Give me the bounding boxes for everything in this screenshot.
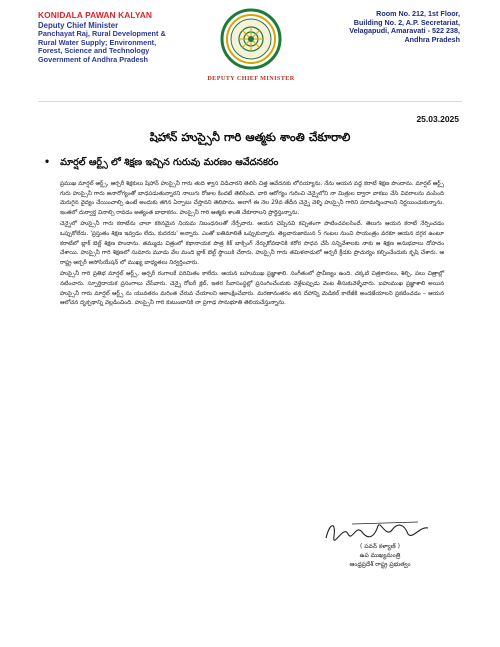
press-release-subtitle bbox=[44, 157, 278, 170]
letterhead-address bbox=[310, 10, 460, 44]
signatory-state: ఆంధ్రప్రదేశ్ రాష్ట్ర ప్రభుత్వం bbox=[349, 560, 411, 568]
bullet-icon: • bbox=[44, 157, 51, 168]
press-release-title: షిహాన్ హుస్సైనీ గారి ఆత్మకు శాంతి చేకూరాలి bbox=[149, 130, 351, 144]
emblem-block bbox=[207, 8, 295, 82]
address-line: Velagapudi, Amaravati - 522 238, bbox=[349, 26, 460, 36]
portfolio-line: Rural Water Supply; Environment, bbox=[38, 37, 157, 47]
address-line: Andhra Pradesh bbox=[404, 34, 460, 44]
body-paragraph: చెన్నైలో హుస్సైనీ గారు కరాటేను చాలా కఠినమైన నియమ నిబంధనలతో నేర్పేవారు. ఆయన చెప్పినవి కచ్చితంగా పాటించవలసిందే. తెలుగు ఆయన కరాటే నేర్పించడం ఒప్పుకోలేదు. 'ప్రస్తుతం శిక్షణ ఇవ్వడం లేదు, కుదరదు' అన్నారు. ఎంతో బతిమాలితే ఒప్పుకున్నారు. తెల్లవారుజామున 5 గంటల నుంచి సాయంత్రం వరకూ ఆయన దగ్గర ఉంటూ కరాటేలో బ్లాక్ బెల్ట్ శిక్షణ పొందాను. తమ్ముడు చిత్రంలో కథానాయక పాత్ర కిక్ బాక్సింగ్ నేర్చుకోవడానికి కఠోర సాధన చేసే సన్నివేశాలకు నాకు ఆ శిక్షణ అనుభవాలు దోహదం చేశాయి. హుస్సైనీ గారి శిక్షణలో సుమారు మూడు వేల మంది బ్లాక్ బెల్ట్ స్థాయికి చేరారు. హుస్సైనీ గారు తమిళనాడులో ఆర్చరీ క్రీడకు ప్రాచుర్యం కల్పించేందుకు కృషి చేశారు. ఆ రాష్ట్ర ఆర్చరీ అసోసియేషన్ లో ముఖ్య బాధ్యతలు నిర్వర్తించారు. bbox=[60, 221, 444, 266]
designation: Deputy Chief Minister bbox=[38, 21, 119, 30]
signatory-title: ఉప ముఖ్యమంత్రి bbox=[359, 551, 401, 559]
address-line: Room No. 212, 1st Floor, bbox=[376, 9, 460, 18]
header-divider bbox=[38, 101, 462, 102]
emblem-caption: DEPUTY CHIEF MINISTER bbox=[207, 75, 295, 82]
letter-date: 25.03.2025 bbox=[416, 114, 459, 124]
body-paragraph: ప్రముఖ మార్షల్ ఆర్ట్స్, ఆర్చరీ శిక్షకులు షిహాన్ హుస్సైనీ గారు తుది శ్వాస విడిచారని తెలిసి చిత్త ఆవేదనకు లోనయ్యాను. నేను ఆయన వద్ద కరాటే శిక్షణ పొందాను. మార్షల్ ఆర్ట్స్ గురు హుస్సైనీ గారు అనారోగ్యంతో బాధపడుతున్నారని నాలుగు రోజుల కిందటే తెలిసింది. వారి ఆరోగ్యం గురించి చెన్నైలోని నా మిత్రుల ద్వారా వాకబు చేసి వివరాలను వంపింది మెరుగైన వైద్యం చేయించాల్సి ఉంటే అందుకు తగిన ఏర్పాటు చేస్తానని తెలిపాను. అలాగే ఈ నెల 29వ తేదీన చెన్నై వెళ్ళి హుస్సైనీ గారిని పరామర్శించాలని నిర్ణయించుకున్నాను. ఇంతలో దుర్వార్త వినాల్సి రావడం అత్యంత బాధాకరం. హుస్సైనీ గారి ఆత్మకు శాంతి చేకూరాలని ప్రార్థిస్తున్నాను. bbox=[60, 181, 444, 216]
press-release-body bbox=[60, 180, 444, 311]
subtitle-text: మార్షల్ ఆర్ట్స్ లో శిక్షణ ఇచ్చిన గురువు మరణం ఆవేదనకరం bbox=[60, 157, 279, 168]
portfolio-line: Forest, Science and Technology bbox=[38, 46, 150, 56]
portfolio bbox=[38, 30, 238, 64]
letterhead-left bbox=[38, 10, 238, 64]
portfolio-line: Government of Andhra Pradesh bbox=[38, 54, 149, 64]
portfolio-line: Panchayat Raj, Rural Development & bbox=[38, 29, 166, 38]
handwritten-signature bbox=[322, 518, 432, 544]
body-paragraph: హుస్సైనీ గారి ప్రతిభ మార్షల్ ఆర్ట్స్, ఆర్చరీ రంగాలకే పరిమితం కాలేదు. ఆయన బహుముఖ ప్రజ్ఞాశాలి. సంగీతంలో ప్రావీణ్యం ఉంది. చక్కటి చిత్రకారులు, శిల్పి. పలు చిత్రాల్లో నటించారు. స్ఫూర్తిదాయక ప్రసంగాలు చేసేవారు. చెన్నై రోటరీ క్లబ్, ఇతర సేవాసంస్థల్లో ప్రసంగించేందుకు వెళ్లేటప్పుడు వెంట తీసుకువెళ్ళేవారు. బహుముఖ ప్రజ్ఞాశాలి అయిన హుస్సైనీ గారు మార్షల్ ఆర్ట్స్ ను యువతరం మరింత చేరువ చేయాలని ఆకాంక్షించేవారు. మరణానంతరం తన దేహాన్ని మెడికల్ కాలేజీకి అందజేయాలని ప్రకటించడం – ఆయన ఆలోచన దృక్పథాన్ని వెల్లడించింది. హుస్సైనీ గారి కుటుంబానికి నా ప్రగాఢ సానుభూతి తెలియచేస్తున్నాను. bbox=[60, 271, 444, 307]
state-emblem-icon bbox=[220, 8, 282, 70]
signature-block bbox=[310, 543, 450, 569]
signatory-name: ( పవన్ కళ్యాణ్ ) bbox=[360, 543, 400, 550]
minister-name: KONIDALA PAWAN KALYAN bbox=[38, 10, 153, 20]
address-line: Building No. 2, A.P. Secretariat, bbox=[353, 17, 460, 27]
